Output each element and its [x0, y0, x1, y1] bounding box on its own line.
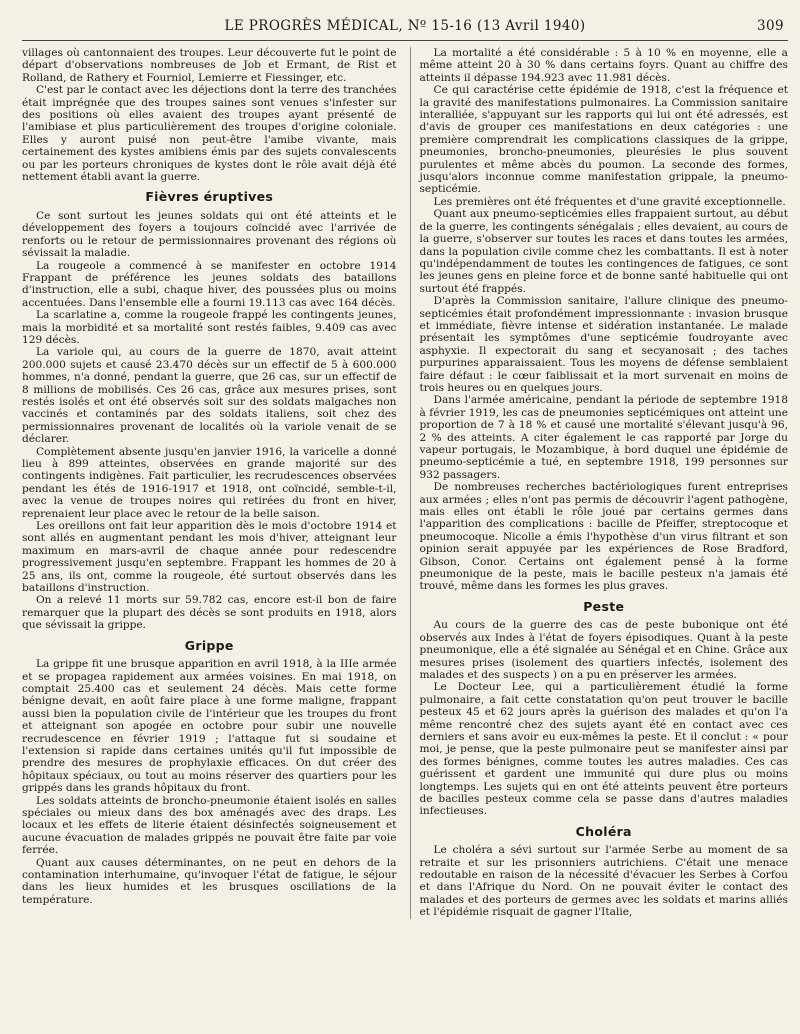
running-header: [22, 18, 788, 41]
journal-title: LE PROGRÈS MÉDICAL, Nº 15-16 (13 Avril 1940): [224, 18, 586, 34]
paragraph: Le choléra a sévi surtout sur l'armée Serbe au moment de sa retraite et sur les prisonniers autrichiens. C'était une menace redoutable en raison de la nécessité d'évacuer les Serbes à Corfou et dans l'Afrique du Nord. On ne pouvait éviter le contact des malades et des porteurs de germes avec les soldats et marins alliés et l'épidémie risquait de gagner l'Italie,: [419, 844, 788, 919]
paragraph: Quant aux pneumo-septicémies elles frappaient surtout, au début de la guerre, les contingents sénégalais ; elles devaient, au cours de la guerre, s'observer sur toutes les races et dans toutes les armées, dans la population civile comme chez les combattants. Il est à noter qu'indépendamment de toutes les contingences de fatigues, ce sont les jeunes gens en pleine force et de bonne santé habituelle qui ont surtout été frappés.: [419, 208, 788, 295]
paragraph: Ce sont surtout les jeunes soldats qui ont été atteints et le développement des foyers a toujours coïncidé avec l'arrivée de renforts ou le retour de permissionnaires provenant des régions où sévissait la maladie.: [22, 209, 397, 260]
section-heading-fievres-eruptives: Fièvres éruptives: [145, 189, 274, 205]
paragraph: Ce qui caractérise cette épidémie de 1918, c'est la fréquence et la gravité des manifestations pulmonaires. La Commission sanitaire interalliée, s'appuyant sur les rapports qui lui ont été adressés, est d'avis de grouper ces manifestations en deux catégories : une première comprendrait les complications classiques de la grippe, pneumonies, broncho-pneumonies, pleurésies le plus souvent purulentes et même abcès du poumon. La seconde des formes, jusqu'alors inconnue comme manifestation grippale, la pneumo-septicémie.: [419, 84, 788, 196]
paragraph: Au cours de la guerre des cas de peste bubonique ont été observés aux Indes à l'état de foyers épisodiques. Quant à la peste pneumonique, elle a été signalée au Sénégal et en Chine. Grâce aux mesures prises (isolement des quartiers infectés, isolement des malades et des suspects ) on a pu en préserver les armées.: [419, 619, 788, 681]
paragraph: villages où cantonnaient des troupes. Leur découverte fut le point de départ d'observations nombreuses de Job et Ermant, de Rist et Rolland, de Rathery et Fourniol, Lemierre et Fiessinger, etc.: [22, 47, 397, 84]
paragraph: On a relevé 11 morts sur 59.782 cas, encore est-il bon de faire remarquer que la plupart des décès se sont produits en 1918, alors que sévissait la grippe.: [22, 594, 397, 632]
paragraph: De nombreuses recherches bactériologiques furent entreprises aux armées ; elles n'ont pas permis de découvrir l'agent pathogène, mais elles ont établi le rôle joué par certains germes dans l'apparition des complications : bacille de Pfeiffer, streptocoque et pneumocoque. Nicolle a émis l'hypothèse d'un virus filtrant et son opinion serait appuyée par les expériences de Rose Bradford, Gibson, Conor. Certains ont également pensé à la forme pneumonique de la peste, mais le bacille pesteux n'a jamais été trouvé, même dans les formes les plus graves.: [419, 481, 788, 593]
paragraph: Dans l'armée américaine, pendant la période de septembre 1918 à février 1919, les cas de pneumonies septicémiques ont atteint une proportion de 7 à 18 % et causé une mortalité s'élevant jusqu'à 96, 2 % des atteints. A citer également le cas rapporté par Jorge du vapeur portugais, le Mozambique, à bord duquel une épidémie de pneumo-septicémie a tué, en septembre 1918, 199 personnes sur 932 passagers.: [419, 394, 788, 481]
two-column-body: [22, 47, 788, 919]
paragraph: Quant aux causes déterminantes, on ne peut en dehors de la contamination interhumaine, qu'invoquer l'état de fatigue, le séjour dans les lieux humides et les brusques oscillations de la température.: [22, 856, 397, 906]
paragraph: Les soldats atteints de broncho-pneumonie étaient isolés en salles spéciales ou mieux dans des box aménagés avec des draps. Les locaux et les effets de literie étaient désinfectés soigneusement et aucune évacuation de malades grippés ne pouvait être faite par voie ferrée.: [22, 794, 397, 857]
paragraph: Les premières ont été fréquentes et d'une gravité exceptionnelle.: [433, 195, 786, 208]
paragraph: La variole qui, au cours de la guerre de 1870, avait atteint 200.000 sujets et causé 23.470 décès sur un effectif de 5 à 600.000 hommes, n'a donné, pendant la guerre, que 26 cas, sur un effectif de 8 millions de mobilisés. Ces 26 cas, grâce aux mesures prises, sont restés isolés et ont été observés soit sur des soldats malgaches non vaccinés et contaminés par des soldats italiens, soit chez des permissionnaires provenant de localités où la variole venait de se déclarer.: [22, 346, 397, 446]
paragraph: La mortalité a été considérable : 5 à 10 % en moyenne, elle a même atteint 20 à 30 % dans certains foyrs. Quant au chiffre des atteints il dépasse 194.923 avec 11.981 décès.: [419, 47, 788, 84]
section-heading-peste: Peste: [583, 598, 625, 614]
left-column: [22, 47, 396, 919]
paragraph: Le Docteur Lee, qui a particulièrement étudié la forme pulmonaire, a fait cette constatation qu'on peut trouver le bacille pesteux 45 et 62 jours après la guérison des malades et qu'on l'a même rencontré chez des sujets ayant été en contact avec ces derniers et sans avoir eu eux-mêmes la peste. Et il conclut : « pour moi, je pense, que la peste pulmonaire peut se manifester ainsi par des formes bénignes, comme toutes les autres maladies. Ces cas guérissent et gardent une immunité qui dure plus ou moins longtemps. Les sujets qui en ont été atteints peuvent être porteurs de bacilles pesteux comme cela se passe dans d'autres maladies infectieuses.: [419, 681, 788, 818]
paragraph: Complètement absente jusqu'en janvier 1916, la varicelle a donné lieu à 899 atteintes, observées en grande majorité sur des contingents indigènes. Fait particulier, les recrudescences observées pendant les étés de 1916-1917 et 1918, ont coïncidé, semble-t-il, avec la venue de troupes noires qui retirées du front en hiver, reprenaient leur place avec le retour de la belle saison.: [22, 445, 397, 520]
paragraph: La scarlatine a, comme la rougeole frappé les contingents jeunes, mais la morbidité et sa mortalité sont restés faibles, 9.409 cas avec 129 décès.: [22, 309, 397, 346]
right-column: [410, 47, 788, 919]
paragraph: C'est par le contact avec les déjections dont la terre des tranchées était imprégnée que des troupes saines sont venues s'infester sur des positions où elles avaient des troupes ayant présenté de l'amibiase et plus particulièrement des troupes d'origine coloniale. Elles y auront puisé non peut-être l'amibe vivante, mais certainement des kystes amibiens émis par des sujets convalescents ou par les porteurs chroniques de kystes dont le rôle avait déjà été nettement établi avant la guerre.: [22, 84, 397, 184]
page-number: 309: [757, 18, 784, 34]
section-heading-grippe: Grippe: [184, 637, 234, 653]
paragraph: D'après la Commission sanitaire, l'allure clinique des pneumo-septicémies était profondément impressionnante : invasion brusque et immédiate, fièvre intense et sidération instantanée. Le malade présentait les symptômes d'une septicémie foudroyante avec asphyxie. Il expectorait du sang et secyanosait ; des taches purpurines apparaissaient. Tous les moyens de défense semblaient faire défaut : le cœur faiblissait et la mort survenait en moins de trois heures ou en quelques jours.: [419, 295, 788, 394]
paragraph: Les oreillons ont fait leur apparition dès le mois d'octobre 1914 et sont allés en augmentant pendant les mois d'hiver, atteignant leur maximum en mars-avril de chaque année pour redescendre progressivement jusqu'en septembre. Frappant les hommes de 20 à 25 ans, ils ont, comme la rougeole, été surtout observés dans les bataillons d'instruction.: [22, 520, 397, 595]
paragraph: La rougeole a commencé à se manifester en octobre 1914 Frappant de préférence les jeunes soldats des bataillons d'instruction, elle a subi, chaque hiver, des poussées plus ou moins accentuées. Dans l'ensemble elle a fourni 19.113 cas avec 164 décès.: [22, 259, 397, 309]
section-heading-cholera: Choléra: [575, 823, 632, 839]
paragraph: La grippe fit une brusque apparition en avril 1918, à la IIIe armée et se propagea rapidement aux armées voisines. En mai 1918, on comptait 25.400 cas et seulement 24 décès. Mais cette forme bénigne devait, en août faire place à une forme maligne, frappant aussi bien la population civile de l'intérieur que les troupes du front et atteignant son apogée en octobre pour subir une nouvelle recrudescence en février 1919 ; l'attaque fut si soudaine et l'extension si rapide dans certaines unités qu'il fut impossible de prendre des mesures de prophylaxie efficaces. On dut créer des hôpitaux spéciaux, ou tout au moins réserver des quartiers pour les grippés dans les grands hôpitaux du front.: [22, 658, 397, 795]
